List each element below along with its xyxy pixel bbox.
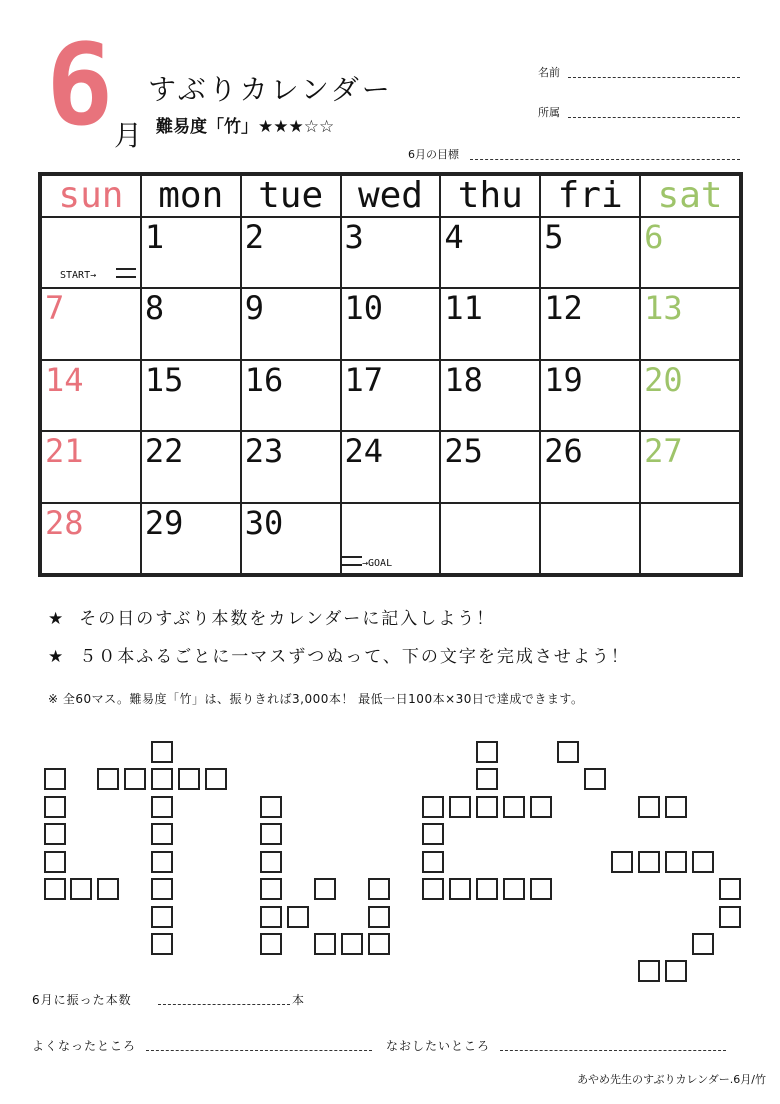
- paint-square[interactable]: [151, 933, 173, 955]
- page-title: すぶりカレンダー: [148, 73, 393, 106]
- instruction-2-text: ５０本ふるごとに一マスずつぬって、下の文字を完成させよう！: [79, 647, 630, 667]
- calendar-day-cell[interactable]: 11: [440, 288, 540, 359]
- goal-label: 6月の目標: [408, 148, 459, 161]
- paint-square[interactable]: [530, 878, 552, 900]
- good-points-field[interactable]: [146, 1050, 372, 1051]
- calendar-day-cell[interactable]: 25: [440, 431, 540, 502]
- paint-square[interactable]: [503, 796, 525, 818]
- goal-field[interactable]: [470, 159, 740, 160]
- paint-square[interactable]: [44, 768, 66, 790]
- calendar-day-cell[interactable]: 4: [440, 217, 540, 288]
- paint-square[interactable]: [638, 851, 660, 873]
- paint-square[interactable]: [557, 741, 579, 763]
- paint-square[interactable]: [422, 851, 444, 873]
- calendar-day-cell[interactable]: [540, 503, 640, 574]
- name-label: 名前: [538, 66, 560, 79]
- paint-square[interactable]: [44, 878, 66, 900]
- calendar-day-cell[interactable]: 3: [341, 217, 441, 288]
- month-number: 6: [46, 21, 110, 151]
- paint-square[interactable]: [638, 796, 660, 818]
- paint-square[interactable]: [665, 796, 687, 818]
- paint-square[interactable]: [260, 851, 282, 873]
- calendar-day-cell[interactable]: 29: [141, 503, 241, 574]
- paint-square[interactable]: [44, 796, 66, 818]
- paint-square[interactable]: [665, 960, 687, 982]
- calendar-day-cell[interactable]: 19: [540, 360, 640, 431]
- calendar-week-row: [41, 217, 740, 288]
- name-field[interactable]: [568, 77, 740, 78]
- weekday-fri: fri: [540, 175, 640, 217]
- paint-square[interactable]: [476, 741, 498, 763]
- calendar-day-cell[interactable]: 15: [141, 360, 241, 431]
- paint-square[interactable]: [260, 933, 282, 955]
- calendar-day-cell[interactable]: 14: [41, 360, 141, 431]
- goal-bracket: [342, 556, 362, 566]
- paint-square[interactable]: [314, 933, 336, 955]
- weekday-wed: wed: [341, 175, 441, 217]
- paint-square[interactable]: [44, 823, 66, 845]
- instruction-1: [48, 608, 495, 630]
- weekday-sun: sun: [41, 175, 141, 217]
- paint-square[interactable]: [719, 906, 741, 928]
- paint-square[interactable]: [151, 851, 173, 873]
- fix-points-field[interactable]: [500, 1050, 726, 1051]
- fix-points-label: なおしたいところ: [386, 1039, 491, 1053]
- calendar-day-cell[interactable]: 5: [540, 217, 640, 288]
- calendar-day-cell[interactable]: 2: [241, 217, 341, 288]
- start-bracket: [116, 268, 136, 278]
- calendar-grid: [38, 172, 743, 577]
- instruction-note: ※ 全60マス。難易度「竹」は、振りきれば3,000本！ 最低一日100本×30日で達成できます。: [48, 692, 584, 706]
- paint-square[interactable]: [341, 933, 363, 955]
- paint-square[interactable]: [476, 768, 498, 790]
- paint-square[interactable]: [151, 768, 173, 790]
- swings-label: 6月に振った本数: [32, 993, 132, 1007]
- paint-square[interactable]: [611, 851, 633, 873]
- calendar-day-cell[interactable]: 30: [241, 503, 341, 574]
- paint-square[interactable]: [449, 796, 471, 818]
- paint-square[interactable]: [124, 768, 146, 790]
- paint-square[interactable]: [422, 823, 444, 845]
- paint-square[interactable]: [70, 878, 92, 900]
- start-marker: START→: [60, 270, 97, 281]
- calendar-week-row: [41, 360, 740, 431]
- calendar-day-cell[interactable]: 23: [241, 431, 341, 502]
- calendar-day-cell[interactable]: 6: [640, 217, 740, 288]
- weekday-header-row: [41, 175, 740, 217]
- paint-square[interactable]: [314, 878, 336, 900]
- paint-square[interactable]: [151, 741, 173, 763]
- weekday-thu: thu: [440, 175, 540, 217]
- instruction-2: [48, 646, 630, 668]
- paint-square[interactable]: [151, 878, 173, 900]
- paint-square[interactable]: [178, 768, 200, 790]
- goal-marker: →GOAL: [362, 558, 393, 569]
- affiliation-label: 所属: [538, 106, 560, 119]
- paint-square[interactable]: [692, 933, 714, 955]
- calendar-day-cell[interactable]: 24: [341, 431, 441, 502]
- calendar-day-cell[interactable]: 18: [440, 360, 540, 431]
- paint-square[interactable]: [260, 906, 282, 928]
- weekday-mon: mon: [141, 175, 241, 217]
- paint-square[interactable]: [205, 768, 227, 790]
- paint-square[interactable]: [692, 851, 714, 873]
- month-kanji: 月: [114, 119, 143, 152]
- calendar-week-row: [41, 288, 740, 359]
- calendar-day-cell[interactable]: 20: [640, 360, 740, 431]
- calendar-day-cell[interactable]: 27: [640, 431, 740, 502]
- star-icon: ★: [48, 609, 66, 629]
- calendar-day-cell[interactable]: [640, 503, 740, 574]
- difficulty-rating: 難易度「竹」★★★☆☆: [156, 117, 335, 137]
- paint-square[interactable]: [97, 768, 119, 790]
- calendar-day-cell[interactable]: 13: [640, 288, 740, 359]
- swings-field[interactable]: [158, 1004, 290, 1005]
- calendar-day-cell[interactable]: [440, 503, 540, 574]
- calendar-day-cell[interactable]: 16: [241, 360, 341, 431]
- paint-square[interactable]: [368, 906, 390, 928]
- calendar-day-cell[interactable]: 10: [341, 288, 441, 359]
- paint-square[interactable]: [449, 878, 471, 900]
- paint-square[interactable]: [260, 796, 282, 818]
- calendar-day-cell[interactable]: 9: [241, 288, 341, 359]
- calendar-day-cell[interactable]: 1: [141, 217, 241, 288]
- paint-square[interactable]: [151, 906, 173, 928]
- calendar-day-cell[interactable]: 7: [41, 288, 141, 359]
- calendar-day-cell[interactable]: 8: [141, 288, 241, 359]
- calendar-day-cell[interactable]: 17: [341, 360, 441, 431]
- footer-credit: あやめ先生のすぶりカレンダー.6月/竹: [577, 1073, 766, 1086]
- paint-square[interactable]: [151, 796, 173, 818]
- paint-square[interactable]: [476, 878, 498, 900]
- weekday-sat: sat: [640, 175, 740, 217]
- star-icon: ★: [48, 647, 66, 667]
- weekday-tue: tue: [241, 175, 341, 217]
- paint-square[interactable]: [368, 878, 390, 900]
- paint-square[interactable]: [97, 878, 119, 900]
- calendar-day-cell[interactable]: 28: [41, 503, 141, 574]
- paint-square[interactable]: [530, 796, 552, 818]
- calendar-day-cell[interactable]: 26: [540, 431, 640, 502]
- paint-square[interactable]: [260, 878, 282, 900]
- good-points-label: よくなったところ: [32, 1039, 137, 1053]
- paint-square[interactable]: [638, 960, 660, 982]
- paint-square[interactable]: [44, 851, 66, 873]
- calendar-day-cell[interactable]: 22: [141, 431, 241, 502]
- paint-square[interactable]: [260, 823, 282, 845]
- calendar-day-cell[interactable]: 12: [540, 288, 640, 359]
- affiliation-field[interactable]: [568, 117, 740, 118]
- paint-square[interactable]: [665, 851, 687, 873]
- calendar-week-row: [41, 431, 740, 502]
- paint-square[interactable]: [422, 796, 444, 818]
- paint-square[interactable]: [503, 878, 525, 900]
- paint-square[interactable]: [422, 878, 444, 900]
- swings-unit: 本: [292, 993, 306, 1007]
- paint-square[interactable]: [151, 823, 173, 845]
- paint-square[interactable]: [476, 796, 498, 818]
- paint-square[interactable]: [719, 878, 741, 900]
- paint-square[interactable]: [287, 906, 309, 928]
- instruction-1-text: その日のすぶり本数をカレンダーに記入しよう！: [79, 609, 496, 629]
- paint-square[interactable]: [584, 768, 606, 790]
- paint-square[interactable]: [368, 933, 390, 955]
- calendar-day-cell[interactable]: 21: [41, 431, 141, 502]
